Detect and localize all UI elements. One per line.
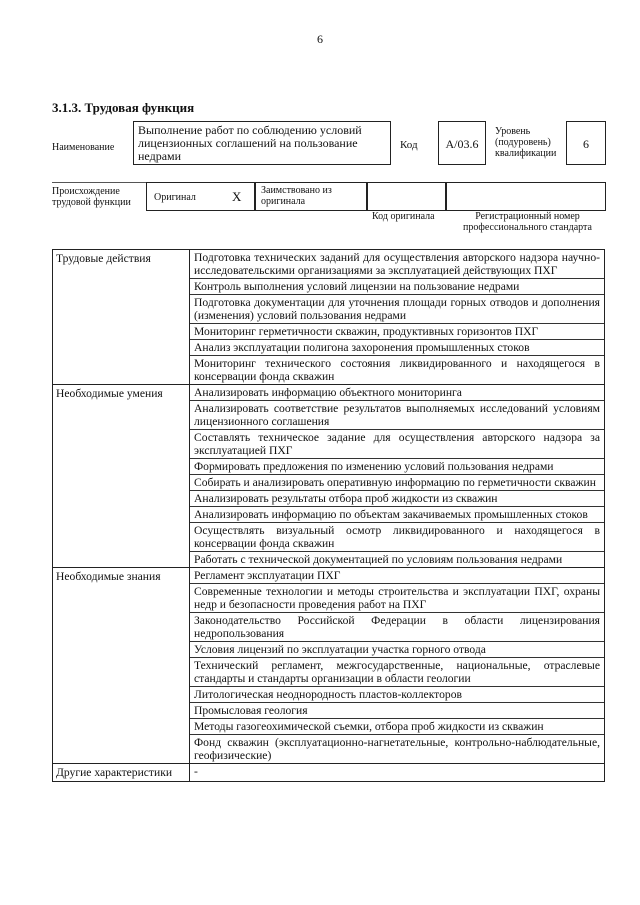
origin-label [52,186,131,208]
reg-number-cell [446,182,606,211]
list-item: Формировать предложения по изменению условий пользования недрами [190,459,604,475]
table-row [53,568,605,764]
list-item: - [194,765,198,778]
list-item: Мониторинг технического состояния ликвидированного и находящегося в консервации фонда скважин [194,357,600,383]
original-cell [146,182,255,211]
list-item: Промысловая геология [190,703,604,719]
list-item: Технический регламент, межгосударственные, национальные, отраслевые стандарты и стандарты организации в области геологии [190,658,604,687]
row-items [190,385,605,568]
function-name: Выполнение работ по соблюдению условий лицензионных соглашений на пользование недрами [133,121,391,165]
list-item: Составлять техническое задание для осуществления авторского надзора за эксплуатацией ПХГ [190,430,604,459]
row-label: Трудовые действия [53,250,190,385]
code-original-cell [367,182,446,211]
list-item: Анализировать соответствие результатов выполняемых исследований условиям лицензионного соглашения [190,401,604,430]
table-row [53,385,605,568]
borrowed-label-line-2: оригинала [261,196,306,207]
origin-label-line-2: трудовой функции [52,197,131,208]
list-item: Осуществлять визуальный осмотр ликвидированного и находящегося в консервации фонда скважин [190,523,604,552]
list-item: Анализировать результаты отбора проб жидкости из скважин [190,491,604,507]
row-label: Другие характеристики [53,764,190,782]
name-label: Наименование [52,142,115,153]
code-original-label: Код оригинала [372,211,435,222]
borrowed-cell [255,182,367,211]
page-number: 6 [317,32,323,46]
list-item: Методы газогеохимической съемки, отбора проб жидкости из скважин [190,719,604,735]
list-item: Работать с технической документацией по условиям пользования недрами [194,553,563,566]
list-item: Мониторинг герметичности скважин, продуктивных горизонтов ПХГ [190,324,604,340]
row-label: Необходимые знания [53,568,190,764]
level-value: 6 [566,121,606,165]
borrowed-label [261,185,332,207]
list-item: Законодательство Российской Федерации в области лицензирования недропользования [190,613,604,642]
row-label: Необходимые умения [53,385,190,568]
level-label [495,126,556,159]
original-label: Оригинал [154,192,196,203]
reg-number-label-line-2: профессионального стандарта [463,222,592,233]
table-row [53,250,605,385]
list-item: Анализировать информацию объектного мониторинга [190,385,604,401]
list-item: Собирать и анализировать оперативную информацию по герметичности скважин [190,475,604,491]
list-item: Современные технологии и методы строительства и эксплуатации ПХГ, охраны недр и безопасности проведения работ на ПХГ [190,584,604,613]
row-items [190,250,605,385]
list-item: Подготовка технических заданий для осуществления авторского надзора научно-исследовательскими организациями за эксплуатацией действующих ПХГ [190,250,604,279]
borrowed-label-line-1: Заимствовано из [261,185,332,196]
code-label: Код [400,139,418,151]
list-item: Анализ эксплуатации полигона захоронения промышленных стоков [190,340,604,356]
list-item: Литологическая неоднородность пластов-коллекторов [190,687,604,703]
reg-number-label [450,211,605,233]
list-item: Анализировать информацию по объектам закачиваемых промышленных стоков [190,507,604,523]
level-label-line-1: Уровень [495,126,531,137]
list-item: Регламент эксплуатации ПХГ [190,568,604,584]
code-value: A/03.6 [438,121,486,165]
origin-label-line-1: Происхождение [52,186,120,197]
function-table [52,249,605,782]
row-items [190,568,605,764]
level-label-line-2: (подуровень) [495,137,551,148]
section-title: 3.1.3. Трудовая функция [52,100,195,115]
reg-number-label-line-1: Регистрационный номер [475,211,580,222]
original-mark: X [232,189,242,204]
list-item: Условия лицензий по эксплуатации участка горного отвода [190,642,604,658]
list-item: Контроль выполнения условий лицензии на пользование недрами [190,279,604,295]
list-item: Подготовка документации для уточнения площади горных отводов и дополнения (изменения) условий пользования недрами [190,295,604,324]
level-label-line-3: квалификации [495,148,557,159]
table-row [53,764,605,782]
list-item: Фонд скважин (эксплуатационно-нагнетательные, контрольно-наблюдательные, геофизические) [194,736,600,762]
row-items [190,764,605,782]
